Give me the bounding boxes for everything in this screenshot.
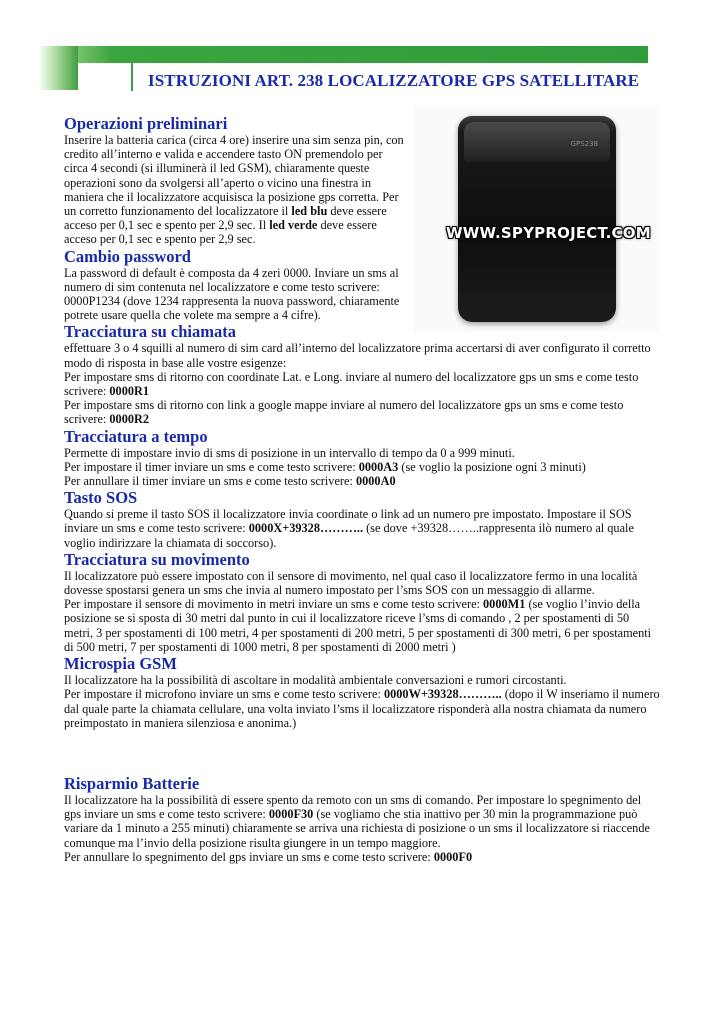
section-text-batterie-cancel: [64, 850, 660, 864]
text-span: (se dove +39328……..rappresenta ilò numero al quale voglio indirizzare la chiamata di soccorso).: [64, 521, 634, 550]
section-spacer: [64, 730, 660, 774]
text-span: Per impostare il microfono inviare un sms e come testo scrivere:: [64, 687, 384, 702]
led-blu-label: led blu: [291, 204, 328, 219]
sms-command-a3: 0000A3: [358, 459, 399, 474]
text-span: Per annullare lo spegnimento del gps inviare un sms e come testo scrivere:: [64, 849, 434, 864]
text-span: Per impostare sms di ritorno con link a google mappe inviare al numero del localizzatore gps un sms e come testo scrivere:: [64, 398, 624, 427]
section-heading-batterie: Risparmio Batterie: [64, 773, 200, 793]
section-text-preliminari: [64, 133, 409, 247]
section-heading-password: Cambio password: [64, 246, 191, 266]
header-green-corner: [40, 46, 78, 90]
header-green-bar: [40, 46, 648, 63]
section-text-sos: [64, 507, 660, 550]
text-span: Per impostare sms di ritorno con coordinate Lat. e Long. inviare al numero del localizzatore gps un sms e come testo scrivere:: [64, 369, 639, 399]
device-model-label: GPS238: [570, 140, 598, 148]
section-heading-sos: Tasto SOS: [64, 488, 138, 508]
section-text-password: La password di default è composta da 4 zeri 0000. Inviare un sms al numero di sim contenuta nel localizzatore e come testo scrivere: 0000P1234 (dove 1234 rappresenta la nuova password, chiaramente potrete usare quella che volete ma sempre a 4 cifre).: [64, 265, 400, 323]
text-span: deve essere acceso per 0,1 sec e spento per 2,9 sec.: [64, 218, 377, 247]
text-span: Per annullare il timer inviare un sms e come testo scrivere:: [64, 474, 356, 489]
text-span: Il localizzatore ha la possibilità di essere spento da remoto con un sms di comando. Per impostare lo spegnimento del gps inviare un sms e come testo scrivere:: [64, 792, 642, 822]
section-heading-movimento: Tracciatura su movimento: [64, 549, 250, 569]
section-text-movimento-set: [64, 597, 660, 654]
text-span: (dopo il W inseriamo il numero dal quale parte la chiamata cellulare, una volta inviato l’sms il localizzatore risponderà alla nostra chiamata da numero preimpostato in maniera silenziosa e anonima.): [64, 687, 660, 730]
section-text-batterie-set: [64, 793, 660, 850]
section-text-chiamata-intro: effettuare 3 o 4 squilli al numero di sim card all’interno del localizzatore prima accertarsi di aver configurato il corretto modo di risposta in base alle vostre esigenze:: [64, 341, 651, 370]
section-text-tempo-set: [64, 460, 660, 474]
section-text-microspia-intro: Il localizzatore ha la possibilità di ascoltare in modalità ambientale conversazioni e rumori circostanti.: [64, 673, 567, 688]
sms-command-w: 0000W+39328………..: [383, 687, 502, 702]
section-text-tempo-intro: Permette di impostare invio di sms di posizione in un intervallo di tempo da 0 a 999 minuti.: [64, 445, 515, 460]
section-text-movimento-intro: Il localizzatore può essere impostato con il sensore di movimento, nel qual caso il localizzatore fermo in una località dovesse spostarsi genera un sms che invia al numero impostato per l’sms SOS con un messaggio di allarme.: [64, 568, 638, 598]
text-span: (se voglio l’invio della posizione se si sposta di 30 metri dal punto in cui il localizzatore riceve l’sms di comando , 2 per spostamenti di 50 metri, 3 per spostamenti di 100 metri, 4 per spostamenti di 200 metri, 5 per spostamenti di 300 metri, 6 per spostamenti di 500 metri, 7 per spostamenti di 1000 metri, 8 per spostamenti di 2000 metri ): [64, 597, 652, 654]
led-verde-label: led verde: [269, 218, 318, 233]
section-heading-microspia: Microspia GSM: [64, 654, 177, 674]
section-text-chiamata-r1: [64, 370, 660, 398]
text-span: (se voglio la posizione ogni 3 minuti): [398, 459, 586, 474]
text-span: Quando si preme il tasto SOS il localizzatore invia coordinate o link ad un numero pre impostato. Impostare il SOS inviare un sms e come testo scrivere:: [64, 507, 632, 536]
section-heading-preliminari: Operazioni preliminari: [64, 114, 228, 133]
section-text-tempo-cancel: [64, 474, 660, 488]
text-span: (se vogliamo che stia inattivo per 30 min la programmazione può variare da 1 minuto a 255 minuti) chiaramente se arriva una richiesta di posizione o un sms il localizzatore si riaccende comunque ma l’invio della posizione risulta giungere in un tempo maggiore.: [64, 807, 650, 850]
sms-command-f0: 0000F0: [433, 849, 473, 864]
document-body: [64, 114, 660, 864]
website-watermark: WWW.SPYPROJECT.COM: [446, 224, 651, 242]
sms-command-r1: 0000R1: [109, 384, 150, 399]
sms-command-m1: 0000M1: [483, 597, 526, 612]
sms-command-r2: 0000R2: [109, 412, 150, 427]
sms-command-a0: 0000A0: [355, 474, 396, 489]
text-span: Per impostare il sensore di movimento in metri inviare un sms e come testo scrivere:: [64, 597, 484, 612]
header-divider: [131, 63, 133, 91]
text-span: deve essere acceso per 0,1 sec e spento per 2,9 sec. Il: [64, 204, 387, 233]
text-span: Per impostare il timer inviare un sms e come testo scrivere:: [64, 459, 359, 474]
text-span: Inserire la batteria carica (circa 4 ore) inserire una sim senza pin, con credito all’interno e valida e accendere tasto ON premendolo per circa 4 secondi (si illuminerà il led GSM), chiaramente queste operazioni sono da svolgersi all’aperto o vicino una finestra in maniera che il localizzatore acquisisca la posizione gps corretta. Per un corretto funzionamento del localizzatore il: [64, 133, 404, 219]
section-heading-tempo: Tracciatura a tempo: [64, 426, 208, 446]
section-text-chiamata-r2: [64, 398, 660, 426]
document-title: ISTRUZIONI ART. 238 LOCALIZZATORE GPS SATELLITARE: [148, 71, 640, 90]
section-text-microspia-set: [64, 687, 660, 730]
section-heading-chiamata: Tracciatura su chiamata: [64, 322, 237, 342]
sms-command-sos: 0000X+39328………..: [248, 521, 364, 536]
sms-command-f30: 0000F30: [268, 807, 314, 822]
